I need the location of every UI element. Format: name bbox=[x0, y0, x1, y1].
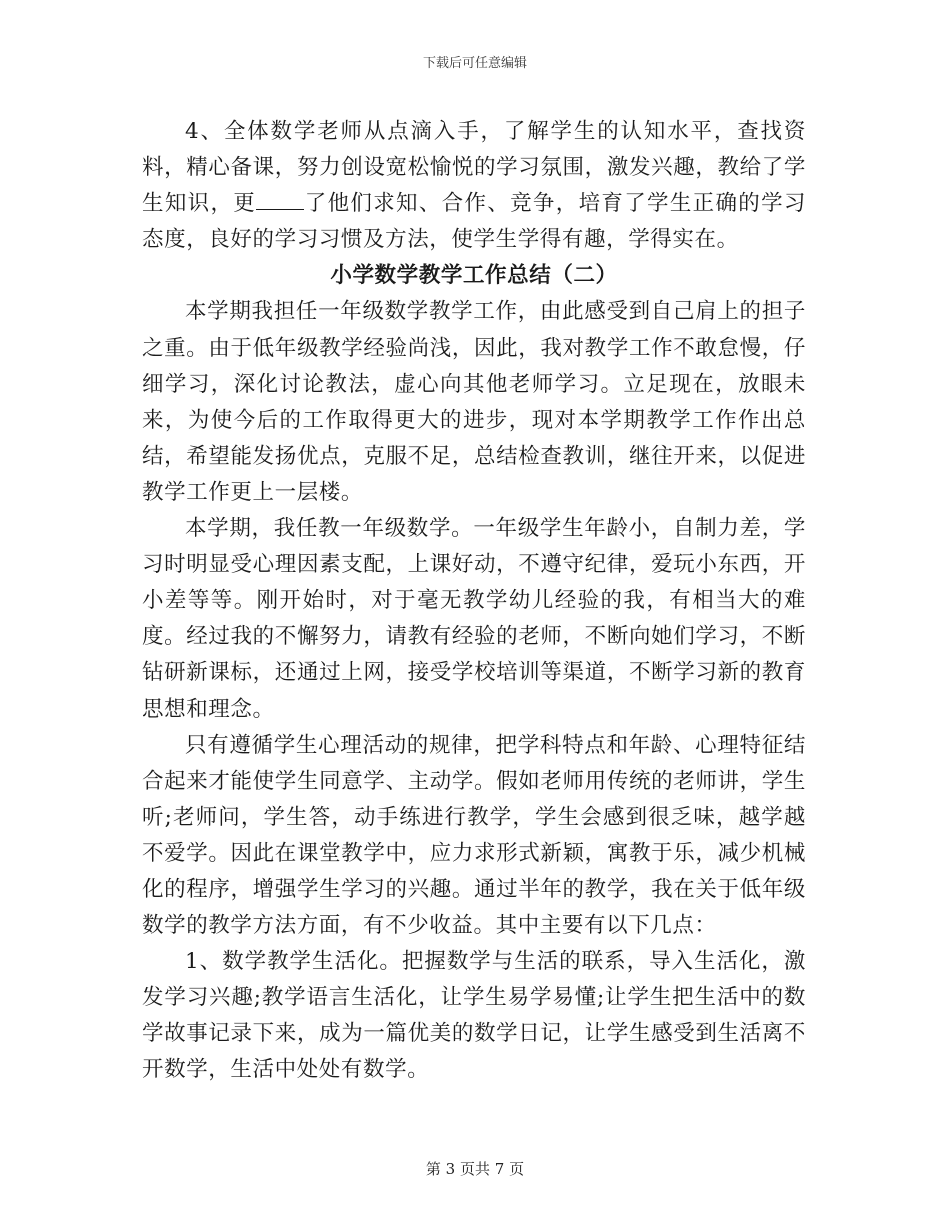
paragraph-text: 4、全体数学老师从点滴入手，了解学生的认知水平，查找资料，精心备课，努力创设宽松愉悦的学习氛围，激发兴趣，教给了学生知识，更 bbox=[142, 119, 806, 217]
document-body bbox=[142, 114, 806, 1089]
page-header: 下载后可任意编辑 bbox=[422, 56, 527, 71]
fill-in-blank bbox=[256, 191, 304, 210]
paragraph: 本学期我担任一年级数学教学工作，由此感受到自己肩上的担子之重。由于低年级教学经验尚浅，因此，我对教学工作不敢怠慢，仔细学习，深化讨论教法，虚心向其他老师学习。立足现在，放眼未来，为使今后的工作取得更大的进步，现对本学期教学工作作出总结，希望能发扬优点，克服不足，总结检查教训，继往开来，以促进教学工作更上一层楼。 bbox=[142, 299, 806, 505]
paragraph: 1、数学教学生活化。把握数学与生活的联系，导入生活化，激发学习兴趣;教学语言生活化，让学生易学易懂;让学生把生活中的数学故事记录下来，成为一篇优美的数学日记，让学生感受到生活离不开数学，生活中处处有数学。 bbox=[142, 949, 806, 1083]
section-title: 小学数学教学工作总结（二） bbox=[330, 263, 618, 289]
page-number: 第 3 页共 7 页 bbox=[425, 1160, 525, 1178]
paragraph-point-4 bbox=[142, 114, 806, 258]
paragraph-text: 了他们求知、合作、竞争，培育了学生正确的学习态度，良好的学习习惯及方法，使学生学得有趣，学得实在。 bbox=[142, 191, 806, 253]
paragraph: 只有遵循学生心理活动的规律，把学科特点和年龄、心理特征结合起来才能使学生同意学、主动学。假如老师用传统的老师讲，学生听;老师问，学生答，动手练进行教学，学生会感到很乏味，越学越不爱学。因此在课堂教学中，应力求形式新颖，寓教于乐，减少机械化的程序，增强学生学习的兴趣。通过半年的教学，我在关于低年级数学的教学方法方面，有不少收益。其中主要有以下几点： bbox=[142, 732, 806, 939]
paragraph: 本学期，我任教一年级数学。一年级学生年龄小，自制力差，学习时明显受心理因素支配，上课好动，不遵守纪律，爱玩小东西，开小差等等。刚开始时，对于毫无教学幼儿经验的我，有相当大的难度。经过我的不懈努力，请教有经验的老师，不断向她们学习，不断钻研新课标，还通过上网，接受学校培训等渠道，不断学习新的教育思想和理念。 bbox=[142, 516, 806, 722]
